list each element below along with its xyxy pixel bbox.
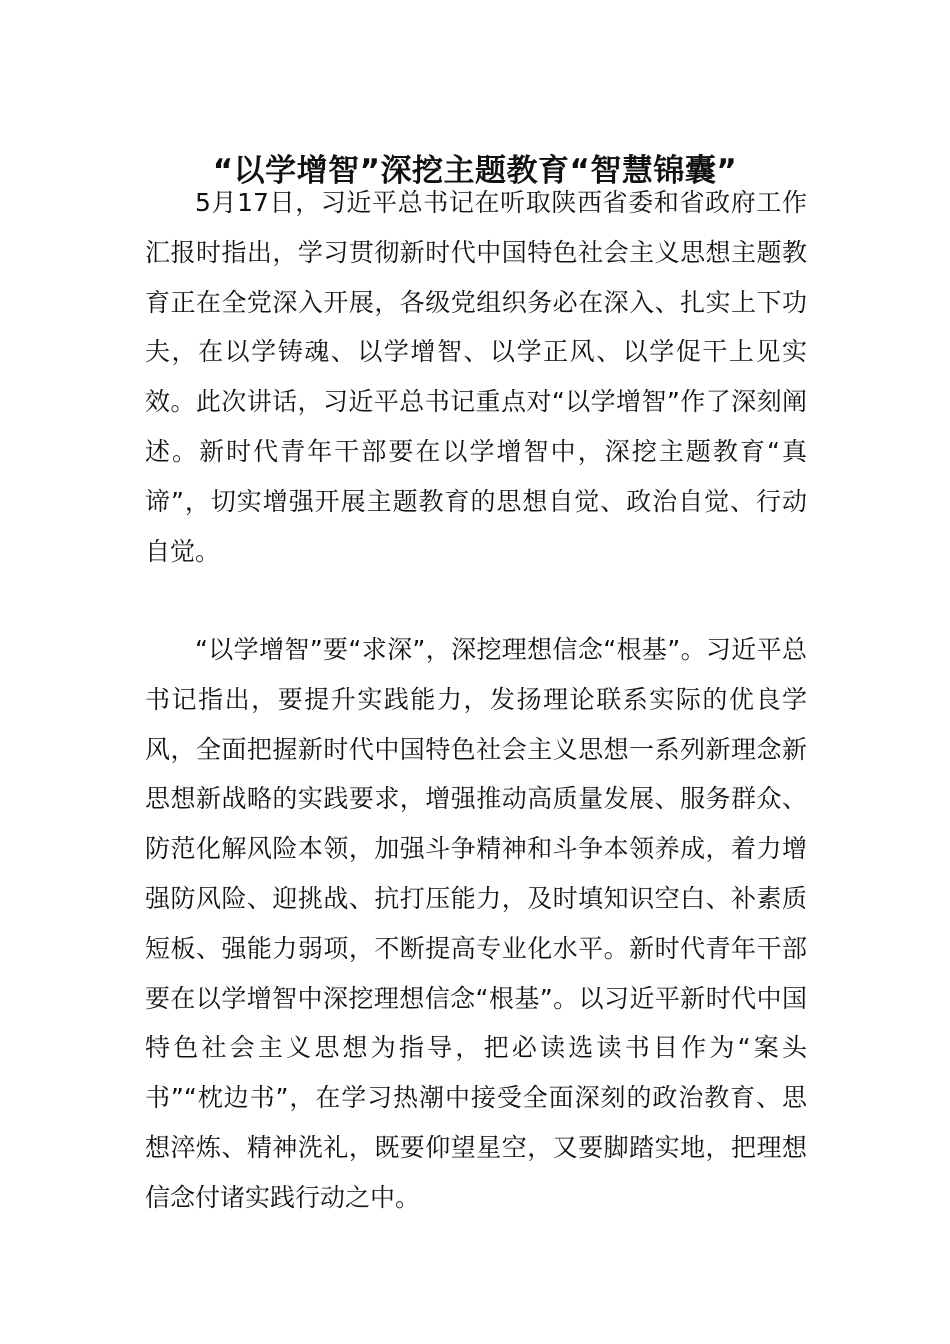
document-title: “以学增智”深挖主题教育“智慧锦囊” <box>212 152 738 189</box>
paragraph-2: “以学增智”要“求深”，深挖理想信念“根基”。习近平总书记指出，要提升实践能力，发扬理论联系实际的优良学风，全面把握新时代中国特色社会主义思想一系列新理念新思想新战略的实践要求，增强推动高质量发展、服务群众、防范化解风险本领，加强斗争精神和斗争本领养成，着力增强防风险、迎挑战、抗打压能力，及时填知识空白、补素质短板、强能力弱项，不断提高专业化水平。新时代青年干部要在以学增智中深挖理想信念“根基”。以习近平新时代中国特色社会主义思想为指导，把必读选读书目作为“案头书”“枕边书”，在学习热潮中接受全面深刻的政治教育、思想淬炼、精神洗礼，既要仰望星空，又要脚踏实地，把理想信念付诸实践行动之中。 <box>145 635 807 1212</box>
paragraph-1: 5月17日，习近平总书记在听取陕西省委和省政府工作汇报时指出，学习贯彻新时代中国特色社会主义思想主题教育正在全党深入开展，各级党组织务必在深入、扎实上下功夫，在以学铸魂、以学增智、以学正风、以学促干上见实效。此次讲话，习近平总书记重点对“以学增智”作了深刻阐述。新时代青年干部要在以学增智中，深挖主题教育“真谛”，切实增强开展主题教育的思想自觉、政治自觉、行动自觉。 <box>145 188 807 566</box>
